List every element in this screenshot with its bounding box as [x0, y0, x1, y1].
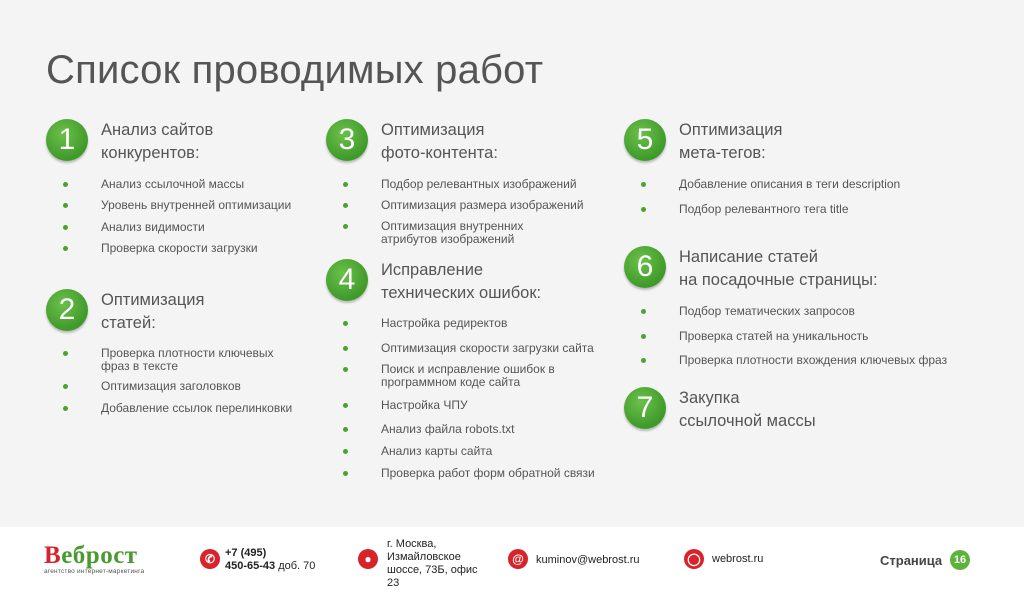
section-5: 5 Оптимизация мета-тегов: Добавление описания в теги description Подбор релевантного тега title	[624, 119, 964, 229]
bullet-icon	[63, 182, 68, 187]
bullet-icon	[63, 246, 68, 251]
section-title: Исправление технических ошибок:	[381, 261, 542, 302]
page-number-badge: 16	[950, 550, 970, 570]
section-3: 3 Оптимизация фото-контента: Подбор релевантных изображений Оптимизация размера изображений Оптимизация внутренних атрибутов изображений	[326, 119, 616, 249]
section-6: 6 Написание статей на посадочные страницы: Подбор тематических запросов Проверка статей на уникальность Проверка плотности вхождения ключевых фраз	[624, 246, 964, 376]
bullet-icon	[343, 427, 348, 432]
email-icon: @	[508, 549, 528, 569]
logo-tagline: агентство интернет-маркетинга	[44, 568, 145, 575]
section-2: 2 Оптимизация статей: Проверка плотности ключевых фраз в тексте Оптимизация заголовков Добавление ссылок перелинковки	[46, 289, 326, 429]
section-1: 1 Анализ сайтов конкурентов: Анализ ссылочной массы Уровень внутренней оптимизации Анализ видимости Проверка скорости загрузки	[46, 119, 326, 269]
section-number-badge: 2	[46, 289, 88, 331]
address: г. Москва, Измайловское шоссе, 73Б, офис 23	[387, 538, 478, 589]
bullet-icon	[641, 182, 646, 187]
page-title: Список проводимых работ	[46, 48, 544, 92]
bullet-icon	[63, 384, 68, 389]
bullet-icon	[343, 449, 348, 454]
bullet-icon	[641, 309, 646, 314]
section-title: Оптимизация фото-контента:	[381, 121, 498, 162]
section-number-badge: 4	[326, 259, 368, 301]
bullet-icon	[343, 471, 348, 476]
bullet-icon	[343, 367, 348, 372]
bullet-icon	[641, 334, 646, 339]
website-link[interactable]: webrost.ru	[712, 553, 764, 565]
location-icon: ●	[358, 549, 378, 569]
section-7	[624, 387, 964, 447]
bullet-icon	[343, 403, 348, 408]
section-title: Закупка ссылочной массы	[679, 389, 816, 430]
phone-number[interactable]: +7 (495) 450-65-43 доб. 70	[225, 547, 316, 572]
bullet-icon	[343, 203, 348, 208]
section-4: 4 Исправление технических ошибок: Настройка редиректов Оптимизация скорости загрузки сайта Поиск и исправление ошибок в программном коде сайта Настройка ЧПУ Анализ файла robots.txt Анализ карты сайта Проверка работ форм обратной связи	[326, 259, 616, 489]
section-number-badge: 6	[624, 246, 666, 288]
bullet-icon	[63, 203, 68, 208]
section-number-badge: 1	[46, 119, 88, 161]
section-title: Анализ сайтов конкурентов:	[101, 121, 214, 162]
company-logo: Веброст агентство интернет-маркетинга	[44, 542, 145, 575]
section-number-badge: 3	[326, 119, 368, 161]
bullet-icon	[343, 346, 348, 351]
section-title: Написание статей на посадочные страницы:	[679, 248, 878, 289]
bullet-icon	[343, 224, 348, 229]
page-label: Страница	[880, 553, 943, 568]
bullet-icon	[641, 207, 646, 212]
bullet-icon	[641, 358, 646, 363]
section-title: Оптимизация мета-тегов:	[679, 121, 783, 162]
footer	[0, 527, 1024, 611]
section-title: Оптимизация статей:	[101, 291, 205, 332]
bullet-icon	[63, 406, 68, 411]
email-link[interactable]: kuminov@webrost.ru	[536, 554, 640, 566]
bullet-icon	[63, 225, 68, 230]
section-number-badge: 7	[624, 387, 666, 429]
bullet-icon	[63, 351, 68, 356]
section-number-badge: 5	[624, 119, 666, 161]
globe-icon: ◯	[684, 549, 704, 569]
phone-icon: ✆	[200, 549, 220, 569]
bullet-icon	[343, 182, 348, 187]
bullet-icon	[343, 321, 348, 326]
